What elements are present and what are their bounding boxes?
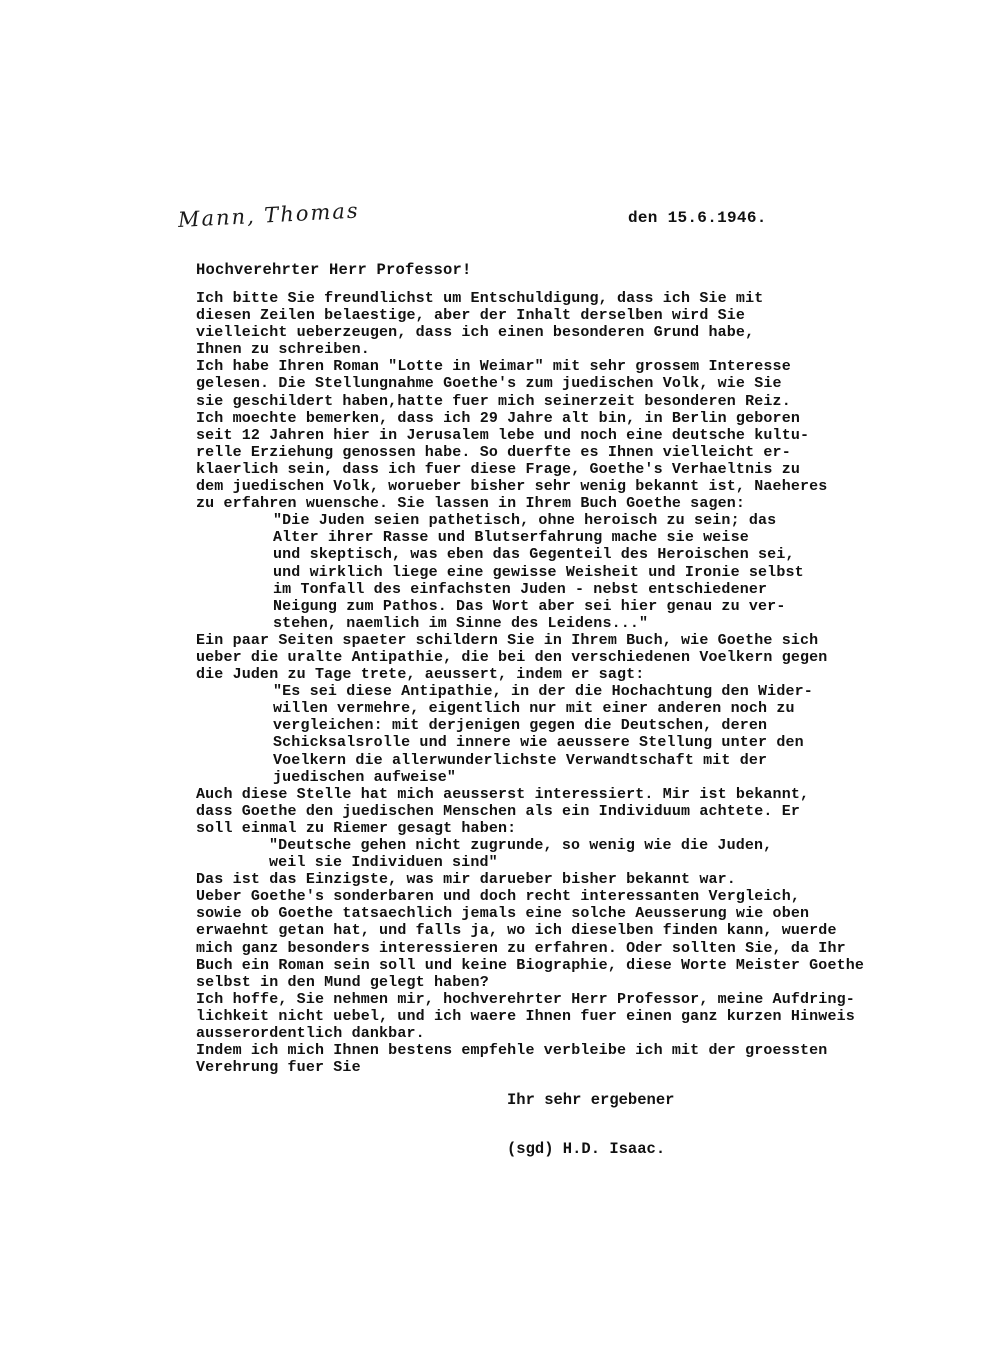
body-line: gelesen. Die Stellungnahme Goethe's zum juedischen Volk, wie Sie: [196, 375, 782, 393]
body-line: Das ist das Einzigste, was mir darueber bisher bekannt war.: [196, 871, 736, 889]
body-line: Buch ein Roman sein soll und keine Biographie, diese Worte Meister Goethe: [196, 956, 865, 974]
body-line: relle Erziehung genossen habe. So duerfte es Ihnen vielleicht er-: [196, 443, 791, 461]
body-line: Ein paar Seiten spaeter schildern Sie in Ihrem Buch, wie Goethe sich: [196, 631, 819, 649]
body-line: ueber die uralte Antipathie, die bei den verschiedenen Voelkern gegen: [196, 648, 828, 666]
body-line: seit 12 Jahren hier in Jerusalem lebe und noch eine deutsche kultu-: [196, 426, 810, 444]
body-line: erwaehnt getan hat, und falls ja, wo ich dieselben finden kann, wuerde: [196, 922, 837, 940]
handwritten-annotation: Mann, Thomas: [177, 198, 361, 232]
signature: (sgd) H.D. Isaac.: [507, 1140, 666, 1158]
body-line: Ich bitte Sie freundlichst um Entschuldigung, dass ich Sie mit: [196, 290, 764, 307]
quote-line: "Deutsche gehen nicht zugrunde, so wenig wie die Juden,: [269, 837, 773, 854]
body-line: die Juden zu Tage trete, aeussert, indem er sagt:: [196, 666, 645, 684]
quote-line: Neigung zum Pathos. Das Wort aber sei hier genau zu ver-: [273, 597, 786, 615]
quote-line: vergleichen: mit derjenigen gegen die Deutschen, deren: [273, 717, 768, 735]
body-line: Ihnen zu schreiben.: [196, 341, 370, 359]
body-line: diesen Zeilen belaestige, aber der Inhalt derselben wird Sie: [196, 307, 746, 325]
quote-line: und skeptisch, was eben das Gegenteil des Heroischen sei,: [273, 546, 795, 564]
salutation: Hochverehrter Herr Professor!: [196, 261, 472, 279]
quote-line: Alter ihrer Rasse und Blutserfahrung mache sie weise: [273, 529, 749, 547]
closing-phrase: Ihr sehr ergebener: [507, 1091, 675, 1109]
quote-line: juedischen aufweise": [273, 768, 457, 786]
letter-body: [196, 290, 865, 1077]
body-line: vielleicht ueberzeugen, dass ich einen besonderen Grund habe,: [196, 324, 755, 342]
quote-line: stehen, naemlich im Sinne des Leidens...": [273, 614, 649, 632]
quote-line: willen vermehre, eigentlich nur mit einer anderen noch zu: [273, 700, 795, 718]
body-line: Indem ich mich Ihnen bestens empfehle verbleibe ich mit der groessten: [196, 1042, 828, 1060]
quote-line: Voelkern die allerwunderlichste Verwandtschaft mit der: [273, 751, 768, 769]
body-line: soll einmal zu Riemer gesagt haben:: [196, 819, 517, 837]
body-line: Ich moechte bemerken, dass ich 29 Jahre alt bin, in Berlin geboren: [196, 409, 800, 427]
body-line: Verehrung fuer Sie: [196, 1059, 361, 1077]
body-line: dass Goethe den juedischen Menschen als ein Individuum achtete. Er: [196, 802, 800, 820]
body-line: Ueber Goethe's sonderbaren und doch recht interessanten Vergleich,: [196, 888, 800, 906]
letter-date: den 15.6.1946.: [628, 209, 767, 227]
body-line: mich ganz besonders interessieren zu erfahren. Oder sollten Sie, da Ihr: [196, 939, 846, 957]
body-line: klaerlich sein, dass ich fuer diese Frage, Goethe's Verhaeltnis zu: [196, 460, 800, 478]
quote-line: weil sie Individuen sind": [269, 854, 498, 872]
quote-line: "Es sei diese Antipathie, in der die Hochachtung den Wider-: [273, 683, 813, 701]
body-line: sowie ob Goethe tatsaechlich jemals eine solche Aeusserung wie oben: [196, 905, 810, 923]
body-line: sie geschildert haben,hatte fuer mich seinerzeit besonderen Reiz.: [196, 392, 791, 410]
quote-line: Schicksalsrolle und innere wie aeussere Stellung unter den: [273, 734, 804, 752]
body-line: Ich habe Ihren Roman "Lotte in Weimar" mit sehr grossem Interesse: [196, 358, 791, 376]
body-line: Ich hoffe, Sie nehmen mir, hochverehrter Herr Professor, meine Aufdring-: [196, 990, 855, 1008]
body-line: lichkeit nicht uebel, und ich waere Ihnen fuer einen ganz kurzen Hinweis: [196, 1007, 855, 1025]
quote-line: im Tonfall des einfachsten Juden - nebst entschiedener: [273, 580, 768, 598]
body-line: selbst in den Mund gelegt haben?: [196, 973, 489, 991]
body-line: ausserordentlich dankbar.: [196, 1025, 425, 1043]
body-line: zu erfahren wuensche. Sie lassen in Ihrem Buch Goethe sagen:: [196, 495, 746, 513]
quote-line: und wirklich liege eine gewisse Weisheit und Ironie selbst: [273, 563, 804, 581]
body-line: Auch diese Stelle hat mich aeusserst interessiert. Mir ist bekannt,: [196, 785, 810, 803]
body-line: dem juedischen Volk, worueber bisher sehr wenig bekannt ist, Naeheres: [196, 478, 828, 496]
quote-line: "Die Juden seien pathetisch, ohne heroisch zu sein; das: [273, 512, 777, 530]
